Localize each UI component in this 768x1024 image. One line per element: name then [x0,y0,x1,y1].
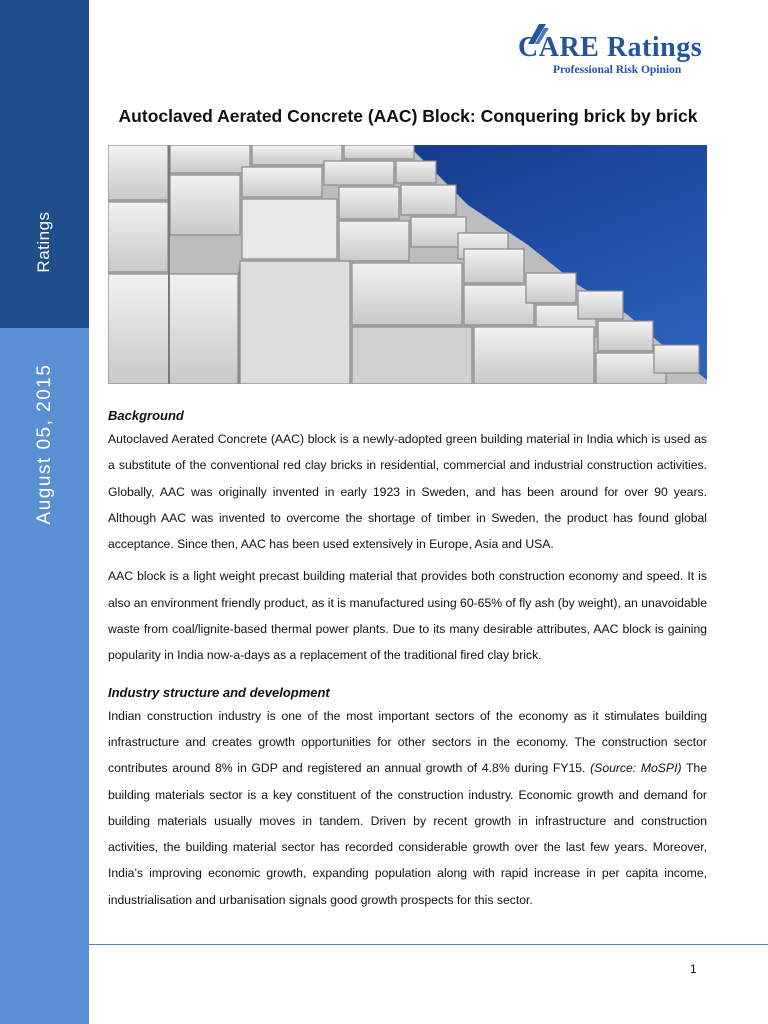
document-body [108,406,707,919]
sidebar-date: August 05, 2015 [34,363,55,525]
care-ratings-logo [518,22,718,82]
source-citation: (Source: MoSPI) [590,761,682,776]
section-heading-background: Background [108,408,184,423]
sidebar-section-label: Ratings [34,211,53,273]
aac-blocks-illustration [108,145,707,384]
document-title: Autoclaved Aerated Concrete (AAC) Block: Conquering brick by brick [118,106,698,126]
section-heading-industry: Industry structure and development [108,684,330,700]
aac-blocks-photo [108,145,707,384]
paragraph-background-1: Autoclaved Aerated Concrete (AAC) block is a newly-adopted green building material in India which is used as a substitute of the conventional red clay bricks in residential, commercial and industrial construction activities. Globally, AAC was originally invented in early 1923 in Sweden, and has been around for over 90 years. Although AAC was invented to overcome the shortage of timber in Sweden, the product has found global acceptance. Since then, AAC has been used extensively in Europe, Asia and USA. [108,432,707,552]
logo-tagline: Professional Risk Opinion [553,64,682,76]
footer-divider [89,944,768,945]
paragraph-background-2: AAC block is a light weight precast building material that provides both construction economy and speed. It is also an environment friendly product, as it is manufactured using 60-65% of fly ash (by weight), an unavoidable waste from coal/lignite-based thermal power plants. Due to its many desirable attributes, AAC block is gaining popularity in India now-a-days as a replacement of the traditional fired clay brick. [108,569,707,663]
page-number: 1 [690,962,697,976]
paragraph-industry [108,703,707,913]
paragraph-industry-part-2: The building materials sector is a key constituent of the construction industry. Economic growth and demand for building materials usually moves in tandem. Driven by recent growth in infrastructure and construction activities, the building material sector has recorded considerable growth over the last few years. Moreover, India’s improving economic growth, expanding population along with rapid increase in per capita income, industrialisation and urbanisation signals good growth prospects for this sector. [108,761,707,907]
logo-wordmark: CARE Ratings [518,32,703,63]
paragraph-industry-part-1: Indian construction industry is one of the most important sectors of the economy as it stimulates building infrastructure and creates growth opportunities for other sectors in the economy. The construction sector contributes around 8% in GDP and registered an annual growth of 4.8% during FY15. [108,708,707,776]
